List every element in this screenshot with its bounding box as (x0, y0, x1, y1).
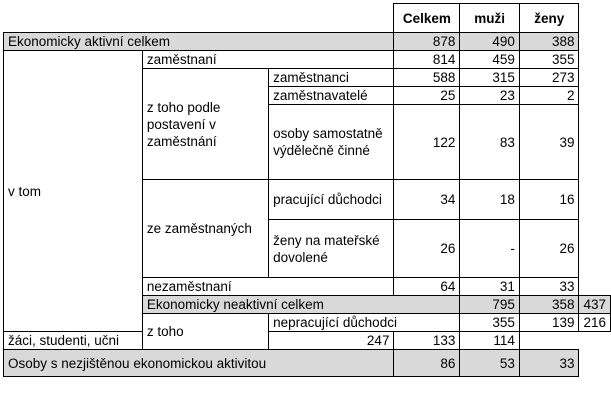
group-label-ze-zamestnanych: ze zaměstnaných (142, 180, 268, 278)
row-label: osoby samostatně výdělečně činné (269, 105, 394, 180)
value-celkem: 26 (394, 220, 460, 278)
value-celkem: 34 (394, 180, 460, 220)
value-celkem: 247 (269, 332, 394, 350)
row-label: Ekonomicky aktivní celkem (4, 33, 394, 51)
value-zeny: 39 (519, 105, 579, 180)
group-label-z-toho-podle: z toho podle postavení v zaměstnání (142, 69, 268, 180)
value-celkem: 64 (394, 278, 460, 296)
value-celkem: 588 (394, 69, 460, 87)
value-muzi: 31 (460, 278, 520, 296)
value-muzi: 18 (460, 180, 520, 220)
value-zeny: 388 (519, 33, 579, 51)
value-zeny: 437 (579, 296, 611, 314)
group-label-z-toho: z toho (142, 314, 268, 350)
row-label: žáci, studenti, učni (4, 332, 269, 350)
value-zeny: 33 (519, 350, 579, 377)
value-muzi: 490 (460, 33, 520, 51)
group-label-v-tom: v tom (4, 51, 143, 332)
row-label: zaměstnaní (142, 51, 394, 69)
row-label: Ekonomicky neaktivní celkem (142, 296, 460, 314)
header-celkem: Celkem (394, 4, 460, 33)
value-muzi: - (460, 220, 520, 278)
value-zeny: 114 (460, 332, 520, 350)
value-muzi: 53 (460, 350, 520, 377)
value-muzi: 315 (460, 69, 520, 87)
row-label: nezaměstnaní (142, 278, 394, 296)
value-zeny: 355 (519, 51, 579, 69)
value-celkem: 25 (394, 87, 460, 105)
value-zeny: 26 (519, 220, 579, 278)
value-zeny: 216 (579, 314, 611, 332)
table-row (4, 33, 611, 51)
value-celkem: 86 (394, 350, 460, 377)
row-label: pracující důchodci (269, 180, 394, 220)
value-celkem: 355 (460, 314, 520, 332)
row-label: ženy na mateřské dovolené (269, 220, 394, 278)
header-zeny: ženy (519, 4, 579, 33)
value-zeny: 33 (519, 278, 579, 296)
row-label: nepracující důchodci (269, 314, 460, 332)
header-row (4, 4, 611, 33)
header-muzi: muži (460, 4, 520, 33)
table-row (4, 350, 611, 377)
value-muzi: 358 (519, 296, 579, 314)
table-row (4, 51, 611, 69)
row-label: zaměstnanci (269, 69, 394, 87)
value-celkem: 122 (394, 105, 460, 180)
header-blank-cell (4, 4, 394, 33)
value-muzi: 83 (460, 105, 520, 180)
row-label: Osoby s nezjištěnou ekonomickou aktivitou (4, 350, 394, 377)
value-celkem: 878 (394, 33, 460, 51)
economic-activity-table (3, 3, 611, 377)
row-label: zaměstnavatelé (269, 87, 394, 105)
value-zeny: 16 (519, 180, 579, 220)
value-celkem: 814 (394, 51, 460, 69)
value-zeny: 2 (519, 87, 579, 105)
value-zeny: 273 (519, 69, 579, 87)
table-row (4, 332, 611, 350)
value-celkem: 795 (460, 296, 520, 314)
value-muzi: 23 (460, 87, 520, 105)
value-muzi: 139 (519, 314, 579, 332)
value-muzi: 133 (394, 332, 460, 350)
value-muzi: 459 (460, 51, 520, 69)
